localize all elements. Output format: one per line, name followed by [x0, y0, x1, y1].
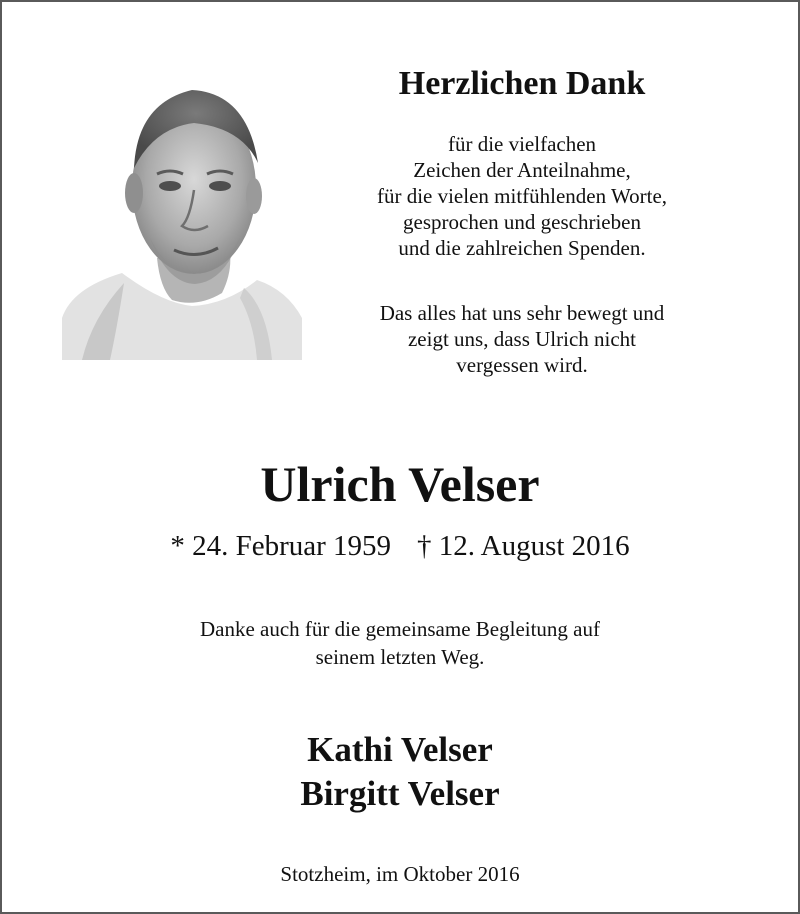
life-dates: [2, 528, 798, 564]
signers: [2, 728, 798, 816]
thanks-line: für die vielfachen: [447, 132, 597, 156]
thanks-line: gesprochen und geschrieben: [403, 210, 641, 234]
thanks-line: Zeichen der Anteilnahme,: [413, 158, 631, 182]
moved-message: [332, 300, 712, 378]
thanks-title: Herzlichen Dank: [398, 65, 646, 102]
moved-line: zeigt uns, dass Ulrich nicht: [407, 327, 637, 351]
moved-line: vergessen wird.: [456, 353, 588, 377]
place-and-date: Stotzheim, im Oktober 2016: [280, 862, 520, 886]
thanks-line: und die zahlreichen Spenden.: [398, 236, 646, 260]
thanks-message: [332, 131, 712, 261]
companion-message: [2, 615, 798, 671]
portrait-photo: [62, 68, 302, 360]
deceased-name: Ulrich Velser: [260, 456, 540, 512]
signer-name: Kathi Velser: [307, 730, 493, 769]
moved-line: Das alles hat uns sehr bewegt und: [379, 301, 665, 325]
birth-date: * 24. Februar 1959: [170, 530, 391, 562]
signer-name: Birgitt Velser: [300, 774, 500, 813]
death-date: † 12. August 2016: [417, 530, 630, 562]
companion-line: seinem letzten Weg.: [315, 645, 485, 669]
companion-line: Danke auch für die gemeinsame Begleitung auf: [199, 617, 600, 641]
thanks-line: für die vielen mitfühlenden Worte,: [376, 184, 668, 208]
